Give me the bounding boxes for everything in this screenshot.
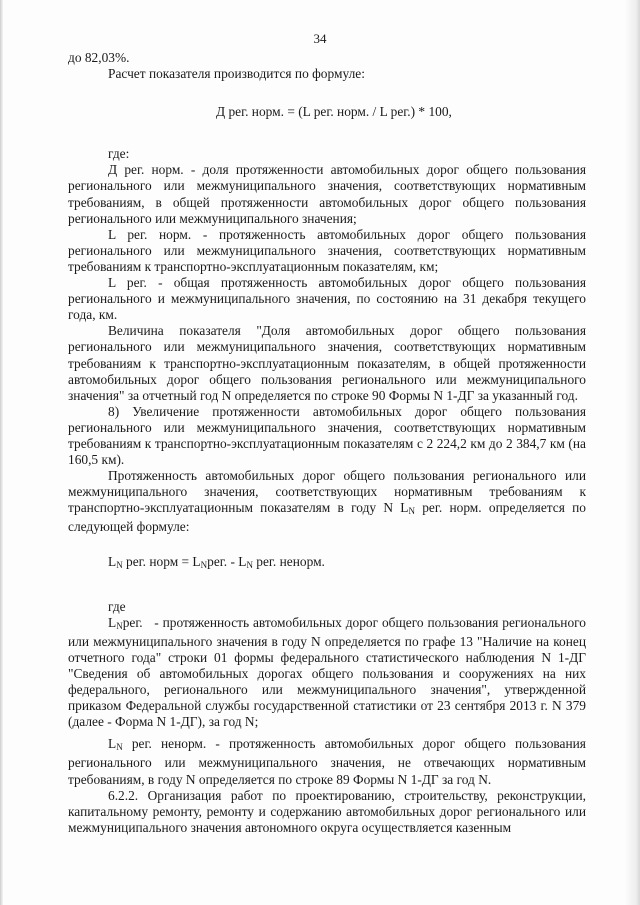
page-number: 34 xyxy=(313,31,327,46)
formula-length: $L_N$ рег. норм = $L_Nрег$. - $L_N$ рег. ненорм. xyxy=(108,553,325,570)
length-symbol: N $L_N$ рег. норм. xyxy=(383,500,482,517)
list-item-8: 8) Увеличение протяженности автомобильных дорог общего пользования регионального или межмуниципального значения, соответствующих нормативным требованиям к транспортно-эксплуатационным показателям с 2 224,2 км до 2 384,7 км (на 160,5 км). xyxy=(68,403,586,468)
scan-edge-right xyxy=(626,0,640,905)
paragraph-formula-intro: Расчет показателя производится по формуле: xyxy=(108,66,365,82)
scan-edge-left xyxy=(0,0,3,905)
definition-length-nonnorm: $L_N$ рег. ненорм. - протяженность автомобильных дорог общего пользования регионального или межмуниципального значения, не отвечающих нормативным требованиям, в году N определяется по строке 89 Формы N 1-ДГ за год N. xyxy=(68,736,586,787)
paragraph-length-formula-intro xyxy=(68,468,586,535)
definition-length-total: L рег. - общая протяженность автомобильных дорог общего пользования регионального и межмуниципального значения, по состоянию на 31 декабря текущего года, км. xyxy=(68,275,586,323)
document-body xyxy=(68,50,586,836)
formula-share: Д рег. норм. = (L рег. норм. / L рег.) * 100, xyxy=(216,104,452,120)
length-intro-text: Протяженность автомобильных дорог общего пользования регионального или межмуниципального значения, соответствующих нормативным требованиям к транспортно-эксплуатационным показателям в году xyxy=(68,468,586,516)
definition-length-norm: L рег. норм. - протяженность автомобильных дорог общего пользования регионального или межмуниципального значения, соответствующих нормативным требованиям к транспортно-эксплуатационным показателям, км; xyxy=(68,226,586,274)
paragraph-indicator-value: Величина показателя "Доля автомобильных дорог общего пользования регионального или межмуниципального значения, соответствующих нормативным требованиям к транспортно-эксплуатационным показателям, в общей протяженности автомобильных дорог общего пользования регионального или межмуниципального значения" за отчетный год N определяется по строке 90 Формы N 1-ДГ за указанный год. xyxy=(68,323,586,403)
paragraph-continuation: до 82,03%. xyxy=(68,50,130,65)
paragraph-6-2-2: 6.2.2. Организация работ по проектированию, строительству, реконструкции, капитальному ремонту, ремонту и содержанию автомобильных дорог регионального или межмуниципального значения автономного округа осуществляется казенным xyxy=(68,787,586,835)
definition-share: Д рег. норм. - доля протяженности автомобильных дорог общего пользования регионального или межмуниципального значения, соответствующих нормативным требованиям, в общей протяженности автомобильных дорог общего пользования регионального или межмуниципального значения; xyxy=(68,162,586,226)
length-intro-end: определяется по следующей формуле: xyxy=(68,500,587,535)
where-label: где: xyxy=(108,146,130,162)
definition-length-region: $L_Nрег$. - протяженность автомобильных дорог общего пользования регионального или межмуниципального значения в году N определяется по графе 13 "Наличие на конец отчетного года" строки 01 формы федерального статистического наблюдения N 1-ДГ "Сведения об автомобильных дорогах общего пользования и сооружениях на них федерального, регионального или межмуниципального значения", утвержденной приказом Федеральной службы государственной статистики от 23 сентября 2013 г. N 379 (далее - Форма N 1-ДГ), за год N; xyxy=(68,614,587,730)
where-label-2: где xyxy=(108,598,126,614)
